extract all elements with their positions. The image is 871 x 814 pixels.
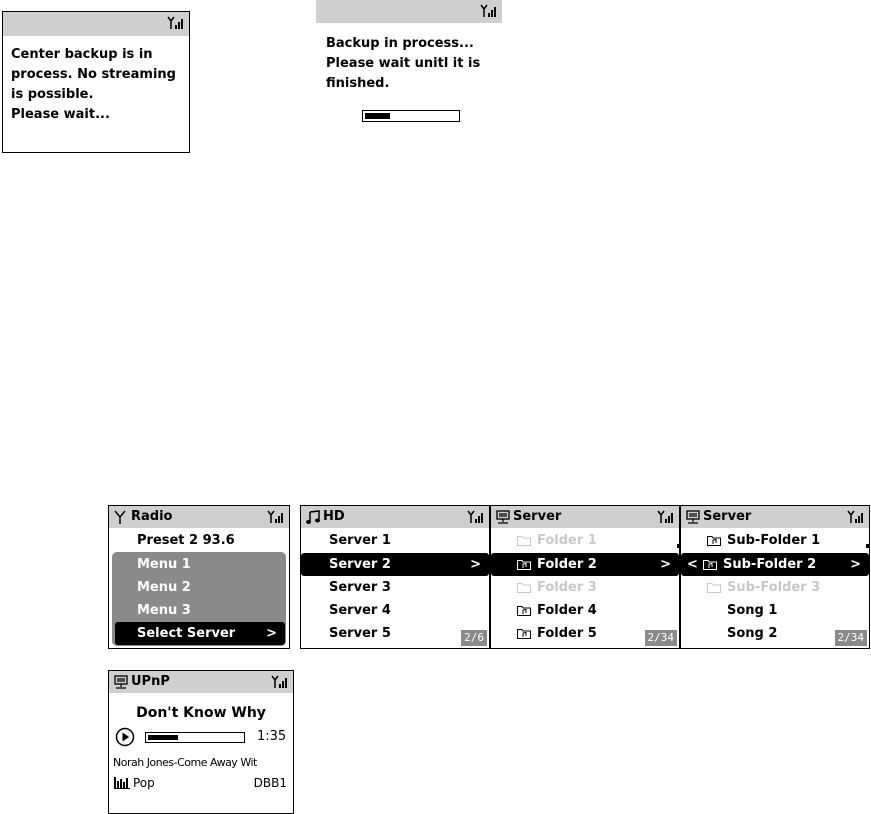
page-counter: 2/34 <box>645 630 678 646</box>
chevron-right-icon: > <box>850 557 861 572</box>
item-label: Menu 1 <box>137 557 191 572</box>
antenna-icon <box>114 510 126 524</box>
list-item[interactable] <box>491 529 679 552</box>
item-label: Server 1 <box>329 533 391 548</box>
item-label: Menu 2 <box>137 580 191 595</box>
music-folder-icon <box>517 559 531 570</box>
item-label: Menu 3 <box>137 603 191 618</box>
dbb-label: DBB1 <box>253 776 287 790</box>
playback-progress-bar <box>145 732 245 743</box>
music-folder-icon <box>703 559 717 570</box>
list-item[interactable] <box>109 576 289 599</box>
chevron-right-icon: > <box>266 626 277 641</box>
radio-menu-screen <box>108 505 290 649</box>
chevron-right-icon: > <box>470 557 481 572</box>
title-bar <box>491 506 679 528</box>
title-bar <box>681 506 869 528</box>
list-item[interactable] <box>681 529 869 552</box>
item-label: Folder 5 <box>537 626 597 641</box>
message-line: Center backup is in <box>11 47 153 62</box>
screen-title: Server <box>703 509 752 524</box>
title-bar <box>109 506 289 528</box>
server-icon <box>496 510 510 524</box>
item-label: Sub-Folder 3 <box>727 580 821 595</box>
list-item[interactable] <box>681 576 869 599</box>
folder-icon <box>517 535 531 546</box>
music-folder-icon <box>707 535 721 546</box>
folder-icon <box>707 582 721 593</box>
list-item-selected[interactable] <box>681 553 869 576</box>
list-item[interactable] <box>109 553 289 576</box>
title-bar <box>316 0 502 23</box>
folder-icon <box>517 582 531 593</box>
list-item-selected[interactable] <box>301 553 489 576</box>
list-item[interactable] <box>681 599 869 622</box>
list-item[interactable] <box>109 529 289 552</box>
list-item[interactable] <box>491 576 679 599</box>
list-item[interactable] <box>301 529 489 552</box>
item-label: Server 5 <box>329 626 391 641</box>
list-item[interactable] <box>301 599 489 622</box>
signal-icon <box>467 510 483 524</box>
track-info: Norah Jones-Come Away Wit <box>113 756 257 769</box>
item-label: Song 2 <box>727 626 778 641</box>
list-item-selected[interactable] <box>491 553 679 576</box>
item-label: Sub-Folder 1 <box>727 533 821 548</box>
signal-icon <box>271 675 287 689</box>
message-line: is possible. <box>11 87 94 102</box>
item-label: Song 1 <box>727 603 778 618</box>
server-folder-screen <box>490 505 680 649</box>
backup-progress-bar <box>362 110 460 122</box>
screen-title: Radio <box>131 509 173 524</box>
screen-title: Server <box>513 509 562 524</box>
signal-icon <box>167 16 183 30</box>
backup-warning-screen <box>2 11 190 153</box>
message-line: Please wait... <box>11 107 110 122</box>
list-item[interactable] <box>491 599 679 622</box>
title-bar <box>109 671 293 693</box>
elapsed-time: 1:35 <box>257 729 287 744</box>
page-counter: 2/6 <box>461 630 487 646</box>
item-label: Select Server <box>137 626 236 641</box>
hd-server-screen <box>300 505 490 649</box>
progress-fill <box>148 735 178 740</box>
signal-icon <box>847 510 863 524</box>
item-label: Preset 2 93.6 <box>137 533 235 548</box>
signal-icon <box>267 510 283 524</box>
scroll-indicator <box>866 544 870 548</box>
message-line: finished. <box>326 76 390 91</box>
upnp-now-playing-screen <box>108 670 294 814</box>
screen-title: UPnP <box>131 674 170 689</box>
play-icon[interactable] <box>115 727 135 747</box>
page-counter: 2/34 <box>835 630 868 646</box>
title-bar <box>301 506 489 528</box>
server-icon <box>114 675 128 689</box>
item-label: Sub-Folder 2 <box>723 557 817 572</box>
message-line: process. No streaming <box>11 67 176 82</box>
item-label: Folder 2 <box>537 557 597 572</box>
item-label: Folder 4 <box>537 603 597 618</box>
progress-fill <box>365 113 390 119</box>
item-label: Server 4 <box>329 603 391 618</box>
server-icon <box>686 510 700 524</box>
signal-icon <box>480 4 496 18</box>
backup-progress-screen <box>316 0 502 130</box>
equalizer-icon <box>114 777 130 789</box>
list-item-selected[interactable] <box>115 622 285 645</box>
item-label: Server 2 <box>329 557 391 572</box>
music-note-icon <box>306 510 320 524</box>
music-folder-icon <box>517 628 531 639</box>
message-line: Please wait unitl it is <box>326 56 481 71</box>
item-label: Server 3 <box>329 580 391 595</box>
item-label: Folder 3 <box>537 580 597 595</box>
music-folder-icon <box>517 605 531 616</box>
item-label: Folder 1 <box>537 533 597 548</box>
genre-label: Pop <box>133 776 155 790</box>
list-item[interactable] <box>109 599 289 622</box>
signal-icon <box>657 510 673 524</box>
chevron-right-icon: > <box>660 557 671 572</box>
chevron-left-icon: < <box>687 557 698 572</box>
list-item[interactable] <box>301 576 489 599</box>
server-subfolder-screen <box>680 505 870 649</box>
title-bar <box>3 12 189 36</box>
message-line: Backup in process... <box>326 36 474 51</box>
screen-title: HD <box>323 509 345 524</box>
song-title: Don't Know Why <box>136 705 266 721</box>
